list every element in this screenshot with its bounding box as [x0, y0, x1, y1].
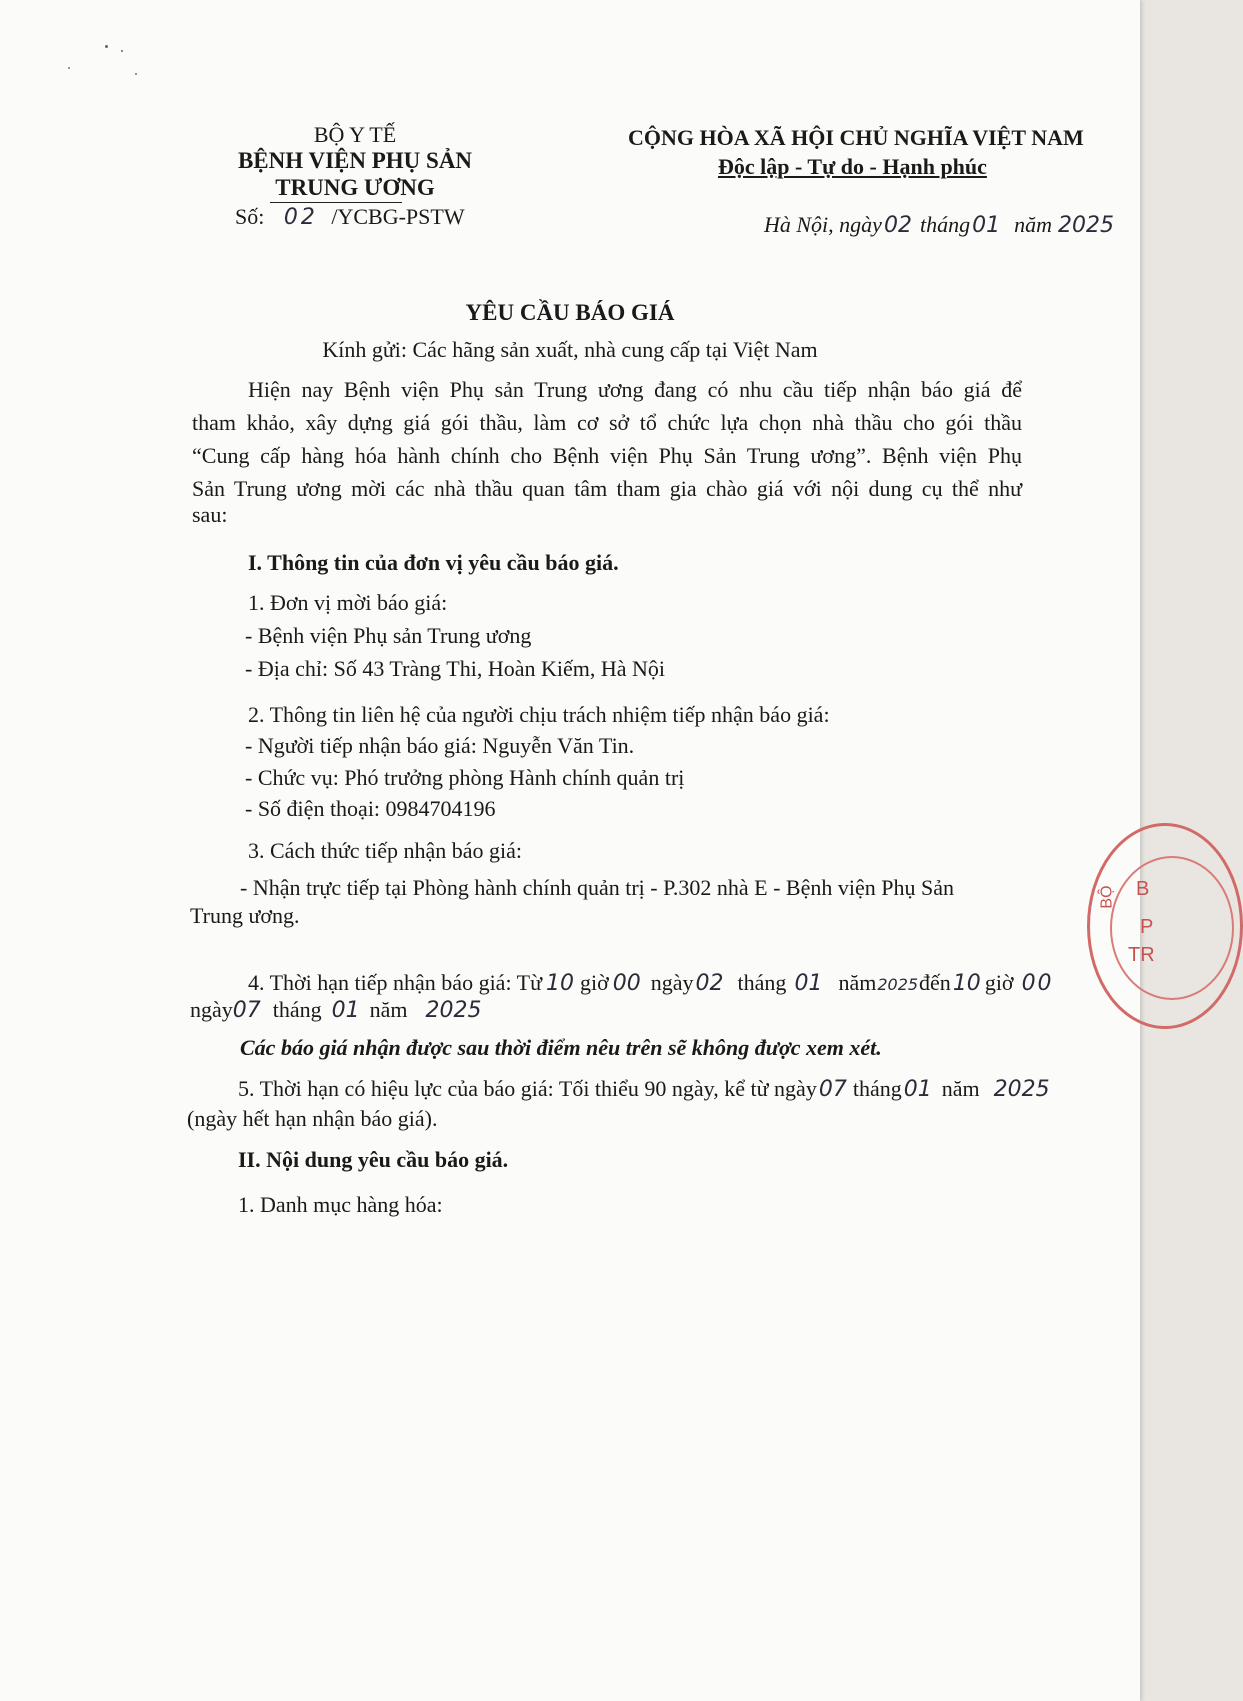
stamp-char: B	[1136, 878, 1150, 900]
section1-item5-line2: (ngày hết hạn nhận báo giá).	[187, 1106, 438, 1131]
item4-text-hour: giờ	[580, 970, 609, 995]
item5-text-year: năm	[941, 1076, 980, 1101]
section1-item1-line1: - Bệnh viện Phụ sản Trung ương	[245, 623, 532, 648]
nation-title: CỘNG HÒA XÃ HỘI CHỦ NGHĨA VIỆT NAM	[628, 125, 1084, 150]
item4-text-to: đến	[919, 970, 951, 995]
section2-item1: 1. Danh mục hàng hóa:	[238, 1192, 443, 1217]
scan-speck	[68, 67, 70, 69]
section1-item5-line1	[238, 1076, 1050, 1102]
item4-text-year: năm	[838, 970, 877, 995]
hospital-name-line2: TRUNG ƯƠNG	[275, 175, 435, 200]
item4-text-year2: năm	[369, 997, 408, 1022]
item4-text-from: 4. Thời hạn tiếp nhận báo giá: Từ	[248, 970, 543, 995]
header-left-underline	[270, 202, 402, 203]
date-day-handwritten: 02	[883, 213, 912, 238]
national-motto: Độc lập - Tự do - Hạnh phúc	[718, 154, 987, 179]
item5-text-validity: 5. Thời hạn có hiệu lực của báo giá: Tối thiểu 90 ngày, kể từ ngày	[238, 1076, 817, 1101]
document-title: YÊU CẦU BÁO GIÁ	[465, 300, 675, 325]
section1-item4-line1	[248, 970, 1054, 996]
scan-speck	[135, 73, 137, 75]
item4-text-day2: ngày	[190, 997, 233, 1022]
section2-heading: II. Nội dung yêu cầu báo giá.	[238, 1147, 509, 1172]
stamp-char: P	[1140, 916, 1154, 938]
item4-min1-handwritten: 00	[612, 971, 641, 996]
section1-item2-line2: - Chức vụ: Phó trưởng phòng Hành chính quản trị	[245, 765, 685, 790]
item4-day2-handwritten: 07	[232, 998, 261, 1023]
section1-item1-heading: 1. Đơn vị mời báo giá:	[248, 590, 448, 615]
item4-month2-handwritten: 01	[331, 998, 360, 1023]
stamp-inner-ring	[1110, 856, 1234, 1000]
section1-item2-line1: - Người tiếp nhận báo giá: Nguyễn Văn Tin.	[245, 733, 635, 758]
section1-heading: I. Thông tin của đơn vị yêu cầu báo giá.	[248, 550, 619, 575]
section1-item3-line2: Trung ương.	[190, 903, 300, 928]
intro-line-4: Sản Trung ương mời các nhà thầu quan tâm tham gia chào giá với nội dung cụ thể như	[192, 476, 1022, 501]
year-label: năm	[1014, 212, 1052, 237]
intro-line-1: Hiện nay Bệnh viện Phụ sản Trung ương đang có nhu cầu tiếp nhận báo giá để	[248, 377, 1022, 402]
late-quote-notice: Các báo giá nhận được sau thời điểm nêu trên sẽ không được xem xét.	[240, 1035, 882, 1060]
place-date-line	[764, 212, 1114, 238]
stamp-char: BỘ	[1098, 885, 1116, 909]
item4-text-day: ngày	[650, 970, 694, 995]
section1-item1-line2: - Địa chỉ: Số 43 Tràng Thi, Hoàn Kiếm, Hà Nội	[245, 656, 666, 681]
item4-day1-handwritten: 02	[695, 971, 724, 996]
item4-hour2-handwritten: 10	[952, 971, 981, 996]
official-stamp	[1087, 823, 1243, 1029]
intro-line-5: sau:	[192, 502, 228, 527]
date-year-handwritten: 2025	[1057, 213, 1114, 238]
stamp-char: TR	[1128, 944, 1155, 966]
item5-year-handwritten: 2025	[993, 1077, 1050, 1102]
item4-year1-handwritten: 2025	[877, 975, 919, 994]
item4-text-month2: tháng	[272, 997, 322, 1022]
recipient-line: Kính gửi: Các hãng sản xuất, nhà cung cấp tại Việt Nam	[322, 337, 818, 362]
item4-year2-handwritten: 2025	[425, 998, 482, 1023]
section1-item4-line2	[190, 997, 482, 1023]
document-number	[235, 204, 465, 230]
section1-item3-line1: - Nhận trực tiếp tại Phòng hành chính quản trị - P.302 nhà E - Bệnh viện Phụ Sản	[240, 875, 954, 900]
item4-min2-handwritten: 00	[1021, 971, 1054, 996]
intro-line-3: “Cung cấp hàng hóa hành chính cho Bệnh viện Phụ Sản Trung ương”. Bệnh viện Phụ	[192, 443, 1022, 468]
item5-text-month: tháng	[852, 1076, 902, 1101]
doc-no-label: Số:	[235, 204, 265, 229]
item4-month1-handwritten: 01	[794, 971, 823, 996]
doc-no-suffix: /YCBG-PSTW	[331, 204, 465, 229]
item4-hour1-handwritten: 10	[546, 971, 575, 996]
section1-item2-line3: - Số điện thoại: 0984704196	[245, 796, 496, 821]
ministry-name: BỘ Y TẾ	[313, 122, 397, 147]
item5-month-handwritten: 01	[903, 1077, 932, 1102]
item4-text-month: tháng	[737, 970, 787, 995]
doc-no-handwritten: 02	[283, 205, 318, 230]
item5-day-handwritten: 07	[818, 1077, 847, 1102]
section1-item3-heading: 3. Cách thức tiếp nhận báo giá:	[248, 838, 523, 863]
month-label: tháng	[919, 212, 971, 237]
hospital-name-line1: BỆNH VIỆN PHỤ SẢN	[237, 148, 473, 173]
scan-speck	[105, 45, 108, 48]
scan-speck	[121, 50, 123, 52]
date-prefix: Hà Nội, ngày	[764, 212, 882, 237]
date-month-handwritten: 01	[972, 213, 1001, 238]
section1-item2-heading: 2. Thông tin liên hệ của người chịu trách nhiệm tiếp nhận báo giá:	[248, 702, 830, 727]
intro-line-2: tham khảo, xây dựng giá gói thầu, làm cơ sở tổ chức lựa chọn nhà thầu cho gói thầu	[192, 410, 1022, 435]
item4-text-hour2: giờ	[984, 970, 1014, 995]
